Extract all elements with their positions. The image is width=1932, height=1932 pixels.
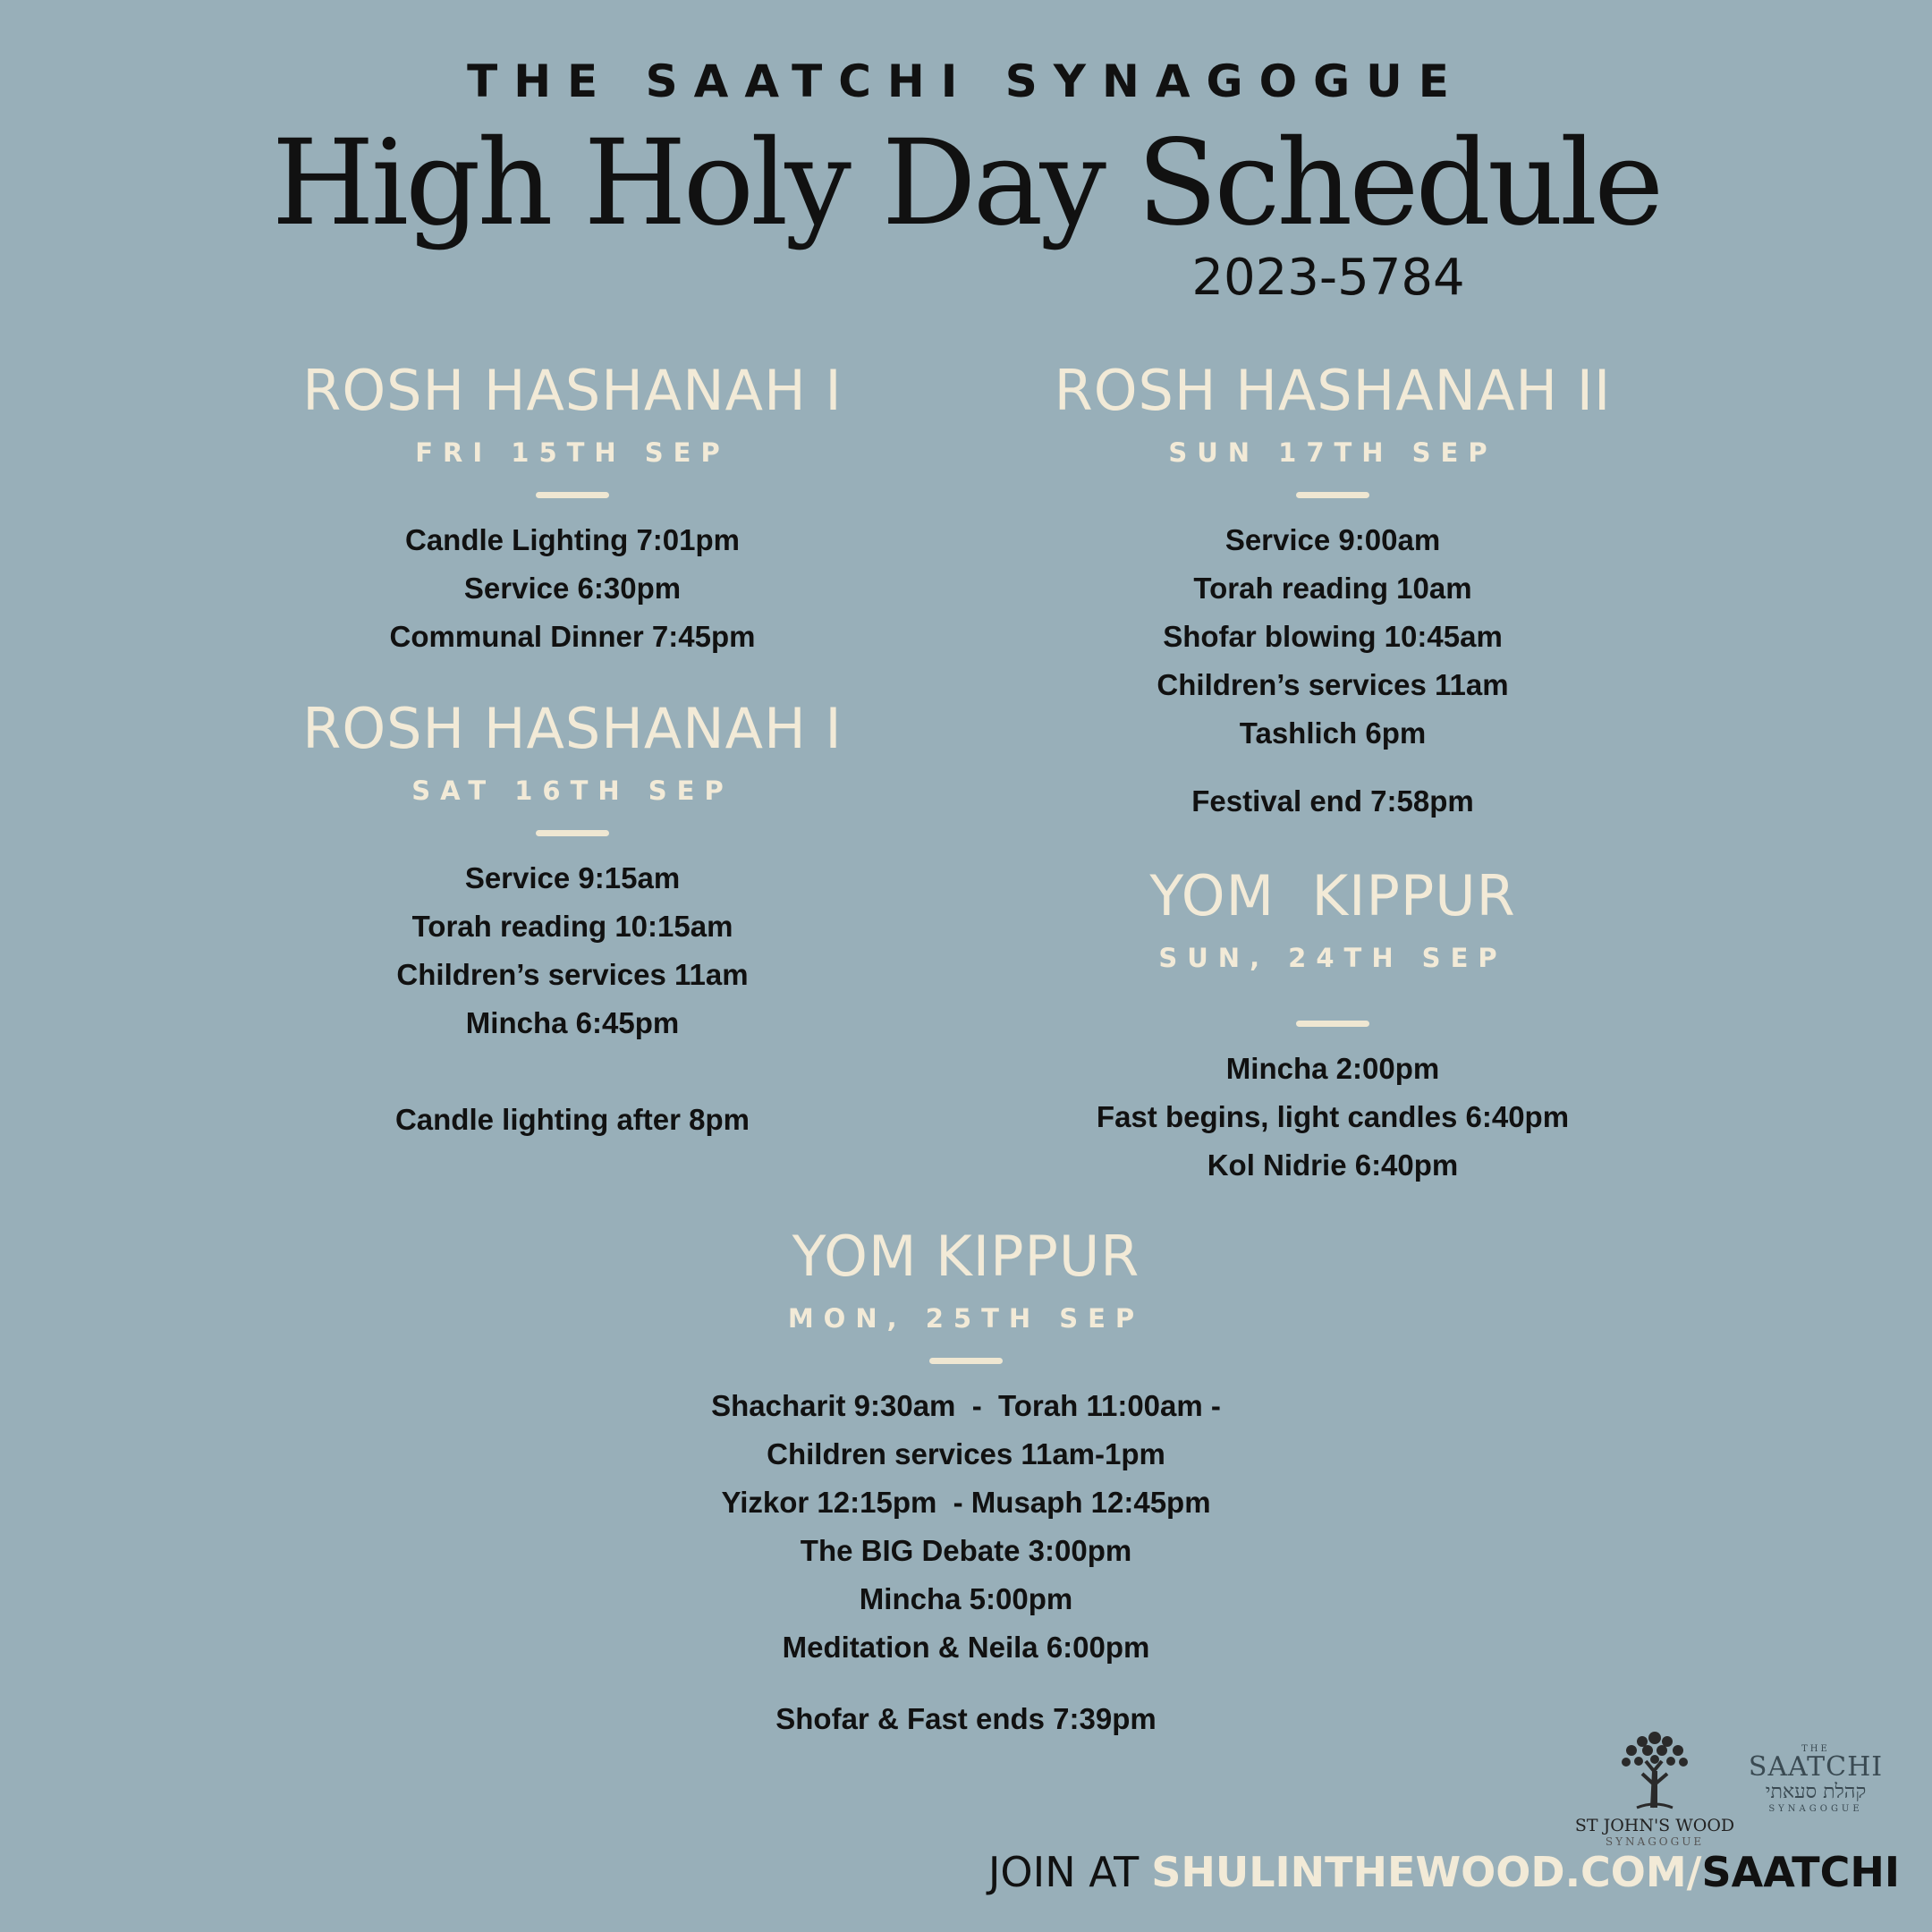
section-title: ROSH HASHANAH I	[302, 358, 843, 423]
schedule-item: Shofar blowing 10:45am	[1163, 620, 1503, 653]
join-domain: SHULINTHEWOOD.COM/	[1151, 1848, 1702, 1896]
section-date: SUN, 24TH SEP	[1158, 943, 1507, 973]
schedule-item: Children’s services 11am	[396, 958, 749, 991]
logo-subtitle: SYNAGOGUE	[1768, 1804, 1863, 1814]
join-path: SAATCHI	[1701, 1848, 1900, 1896]
logo-prefix: THE	[1801, 1744, 1830, 1754]
schedule-item: Meditation & Neila 6:00pm	[782, 1631, 1150, 1664]
section-rosh-hashanah-1-fri	[215, 358, 930, 661]
schedule-list	[215, 854, 930, 1047]
section-rosh-hashanah-1-sat	[215, 696, 930, 1144]
schedule-list	[975, 1045, 1690, 1190]
schedule-note: Shofar & Fast ends 7:39pm	[775, 1702, 1157, 1735]
section-title: YOM KIPPUR	[792, 1224, 1140, 1289]
section-date: MON, 25TH SEP	[787, 1303, 1145, 1334]
section-yom-kippur-mon	[608, 1224, 1324, 1743]
section-yom-kippur-sun	[975, 863, 1690, 1190]
schedule-item: Torah reading 10am	[1193, 572, 1472, 605]
section-title: ROSH HASHANAH II	[1054, 358, 1612, 423]
schedule-item: Mincha 5:00pm	[859, 1582, 1073, 1615]
year-label: 2023-5784	[1191, 249, 1465, 307]
schedule-note: Candle lighting after 8pm	[394, 1103, 750, 1136]
schedule-note: Festival end 7:58pm	[1191, 784, 1474, 818]
section-rosh-hashanah-2-sun	[975, 358, 1690, 826]
schedule-item: The BIG Debate 3:00pm	[800, 1534, 1132, 1567]
saatchi-logo	[1744, 1744, 1887, 1814]
section-title: YOM KIPPUR	[1149, 863, 1516, 928]
organization-title: THE SAATCHI SYNAGOGUE	[467, 55, 1465, 107]
schedule-item: Mincha 2:00pm	[1225, 1052, 1440, 1085]
logo-name: ST JOHN'S WOOD	[1574, 1816, 1735, 1835]
join-label: JOIN AT	[987, 1848, 1140, 1896]
schedule-item: Service 9:15am	[464, 861, 681, 894]
schedule-item: Yizkor 12:15pm - Musaph 12:45pm	[721, 1486, 1211, 1519]
schedule-list	[215, 516, 930, 661]
section-date: FRI 15TH SEP	[415, 437, 730, 468]
st-johns-wood-logo	[1570, 1722, 1740, 1848]
divider	[929, 1358, 1003, 1364]
schedule-item: Shacharit 9:30am - Torah 11:00am -	[711, 1389, 1221, 1422]
section-title: ROSH HASHANAH I	[302, 696, 843, 761]
schedule-item: Tashlich 6pm	[1239, 716, 1427, 750]
schedule-item: Candle Lighting 7:01pm	[404, 523, 741, 556]
schedule-list	[608, 1382, 1324, 1672]
schedule-list	[975, 516, 1690, 758]
tree-icon	[1610, 1722, 1699, 1811]
schedule-item: Fast begins, light candles 6:40pm	[1096, 1100, 1570, 1133]
schedule-item: Service 6:30pm	[463, 572, 682, 605]
divider	[1296, 492, 1369, 498]
logo-subtitle: SYNAGOGUE	[1605, 1835, 1705, 1848]
join-link-footer[interactable]	[988, 1848, 1900, 1896]
page-title: High Holy Day Schedule	[271, 114, 1661, 252]
divider	[536, 830, 609, 836]
schedule-item: Service 9:00am	[1224, 523, 1441, 556]
schedule-item: Children’s services 11am	[1157, 668, 1509, 701]
schedule-item: Torah reading 10:15am	[411, 910, 733, 943]
divider	[1296, 1021, 1369, 1027]
section-date: SUN 17TH SEP	[1168, 437, 1497, 468]
schedule-item: Children services 11am-1pm	[767, 1437, 1165, 1470]
schedule-item: Kol Nidrie 6:40pm	[1207, 1148, 1459, 1182]
logo-hebrew: קהלת סעאתי	[1765, 1781, 1867, 1803]
section-date: SAT 16TH SEP	[411, 775, 733, 806]
divider	[536, 492, 609, 498]
logo-name: SAATCHI	[1748, 1751, 1884, 1783]
schedule-item: Communal Dinner 7:45pm	[389, 620, 756, 653]
schedule-item: Mincha 6:45pm	[465, 1006, 680, 1039]
